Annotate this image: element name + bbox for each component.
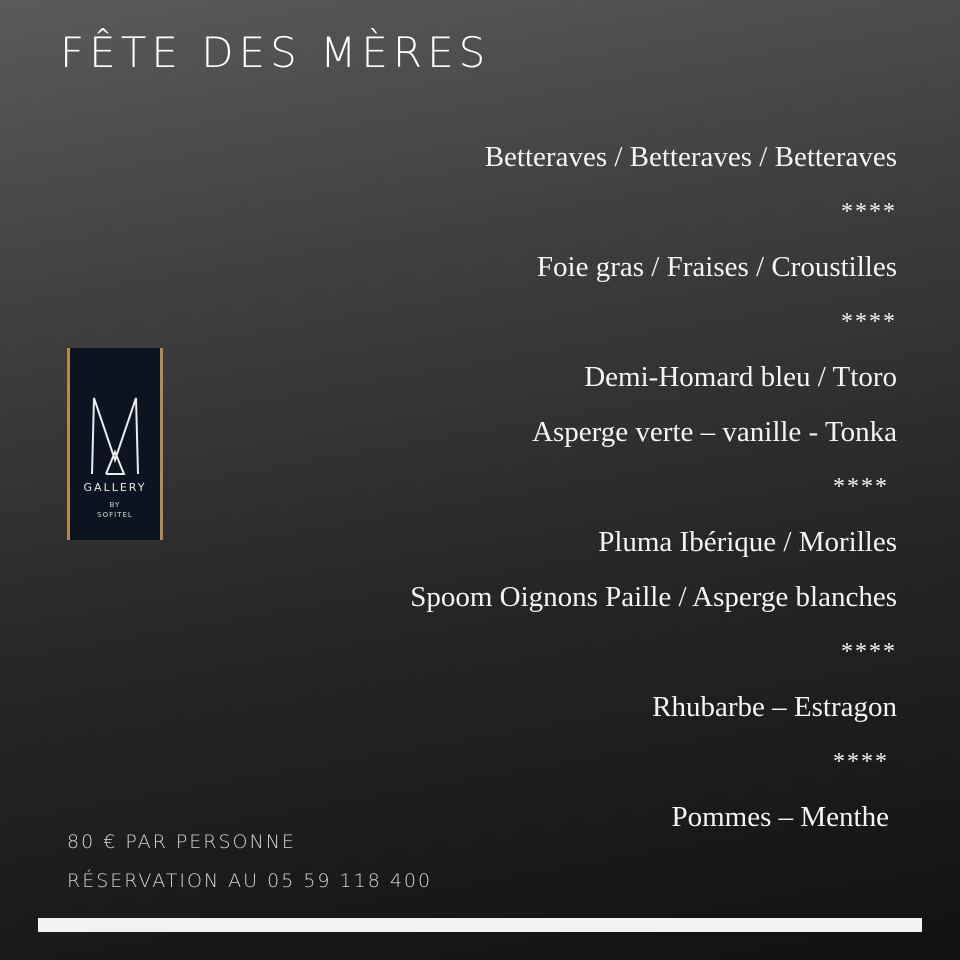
page-title: FÊTE DES MÈRES (60, 28, 491, 77)
menu-list (297, 130, 897, 845)
menu-item: Demi-Homard bleu / Ttoro (584, 361, 897, 393)
logo-sofitel-text: SOFITEL (97, 511, 133, 519)
menu-separator: **** (833, 749, 889, 775)
menu-item: Asperge verte – vanille - Tonka (532, 416, 897, 448)
menu-item: Pluma Ibérique / Morilles (598, 526, 897, 558)
menu-separator: **** (841, 309, 897, 335)
m-monogram-icon (88, 394, 142, 476)
menu-separator: **** (833, 474, 889, 500)
menu-item: Pommes – Menthe (671, 801, 889, 833)
mgallery-logo (67, 348, 163, 540)
menu-item: Rhubarbe – Estragon (652, 691, 897, 723)
reservation-text: RÉSERVATION AU 05 59 118 400 (67, 870, 433, 892)
menu-item: Spoom Oignons Paille / Asperge blanches (410, 581, 897, 613)
menu-item: Betteraves / Betteraves / Betteraves (484, 141, 897, 173)
menu-item: Foie gras / Fraises / Croustilles (536, 251, 897, 283)
menu-separator: **** (841, 199, 897, 225)
logo-gallery-text: GALLERY (83, 481, 147, 494)
menu-separator: **** (841, 639, 897, 665)
logo-by-text: BY (109, 501, 121, 509)
price-text: 80 € PAR PERSONNE (67, 831, 296, 853)
bottom-bar (38, 918, 922, 932)
